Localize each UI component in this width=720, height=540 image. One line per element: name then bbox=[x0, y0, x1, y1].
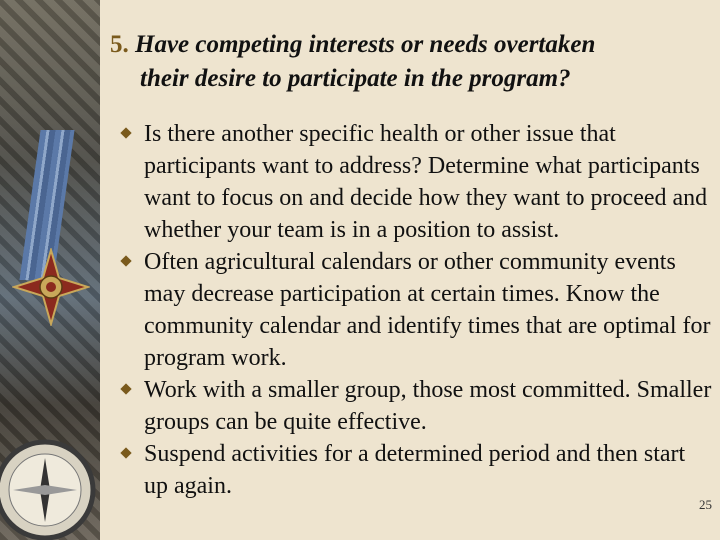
compass-icon bbox=[0, 430, 100, 540]
diamond-bullet-icon bbox=[120, 127, 131, 138]
slide-heading bbox=[110, 28, 710, 96]
bullet-text: Work with a smaller group, those most committed. Smaller groups can be quite effective. bbox=[144, 377, 712, 435]
diamond-bullet-icon bbox=[120, 255, 131, 266]
diamond-bullet-icon bbox=[120, 447, 131, 458]
bullet-list bbox=[120, 118, 715, 502]
medal-icon bbox=[12, 248, 90, 326]
heading-number: 5. bbox=[110, 31, 129, 58]
page-number: 25 bbox=[699, 497, 712, 512]
list-item bbox=[120, 374, 715, 438]
bullet-text: Is there another specific health or other issue that participants want to address? Determine what participants want to focus on and decide how they want to proceed and whether your team is in a position to assist. bbox=[144, 121, 708, 243]
slide-content bbox=[100, 0, 720, 540]
list-item bbox=[120, 246, 715, 374]
heading-line-2: their desire to participate in the program? bbox=[140, 65, 571, 92]
diamond-bullet-icon bbox=[120, 383, 131, 394]
bullet-text: Suspend activities for a determined period and then start up again. bbox=[144, 441, 686, 499]
list-item bbox=[120, 438, 715, 502]
heading-line-1: Have competing interests or needs overtaken bbox=[135, 31, 596, 58]
decorative-image-strip bbox=[0, 0, 100, 540]
list-item bbox=[120, 118, 715, 246]
bullet-text: Often agricultural calendars or other community events may decrease participation at certain times. Know the community calendar and identify times that are optimal for program work. bbox=[144, 249, 711, 371]
